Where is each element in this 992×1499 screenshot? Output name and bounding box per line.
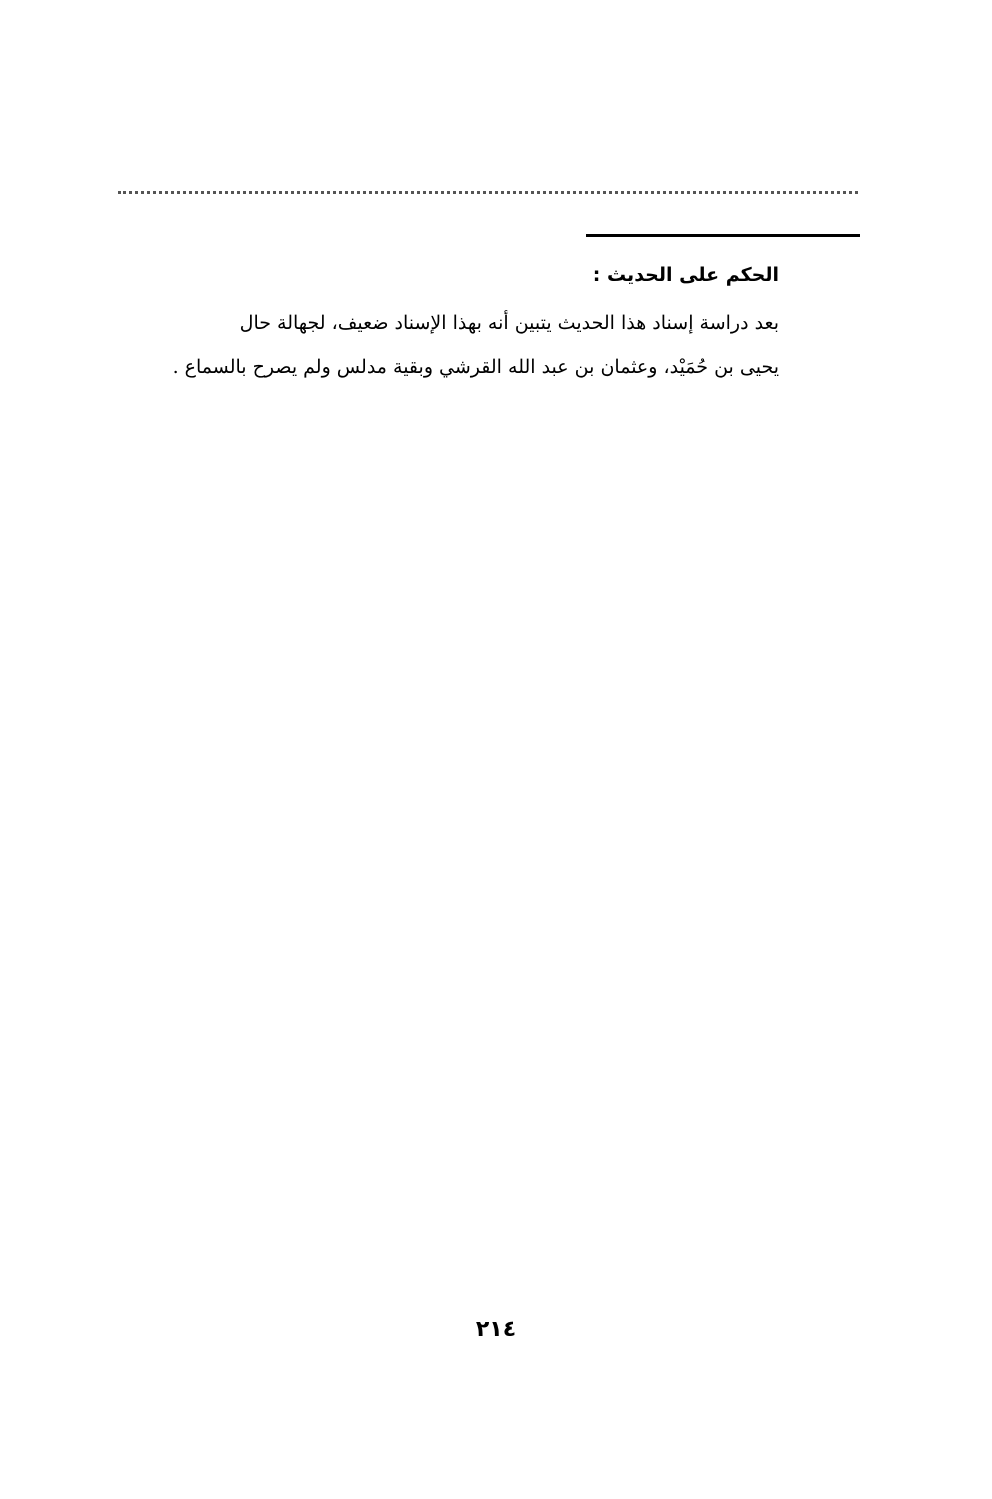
paragraph-line-1: بعد دراسة إسناد هذا الحديث يتبين أنه بهذا الإسناد ضعيف، لجهالة حال <box>239 312 779 334</box>
paragraph-line-2: يحيى بن حُمَيْد، وعثمان بن عبد الله القرشي وبقية مدلس ولم يصرح بالسماع . <box>172 356 779 378</box>
page-number: ٢١٤ <box>475 1317 517 1342</box>
dotted-separator <box>118 191 858 194</box>
section-rule <box>586 234 860 237</box>
section-heading: الحكم على الحديث : <box>592 264 779 286</box>
